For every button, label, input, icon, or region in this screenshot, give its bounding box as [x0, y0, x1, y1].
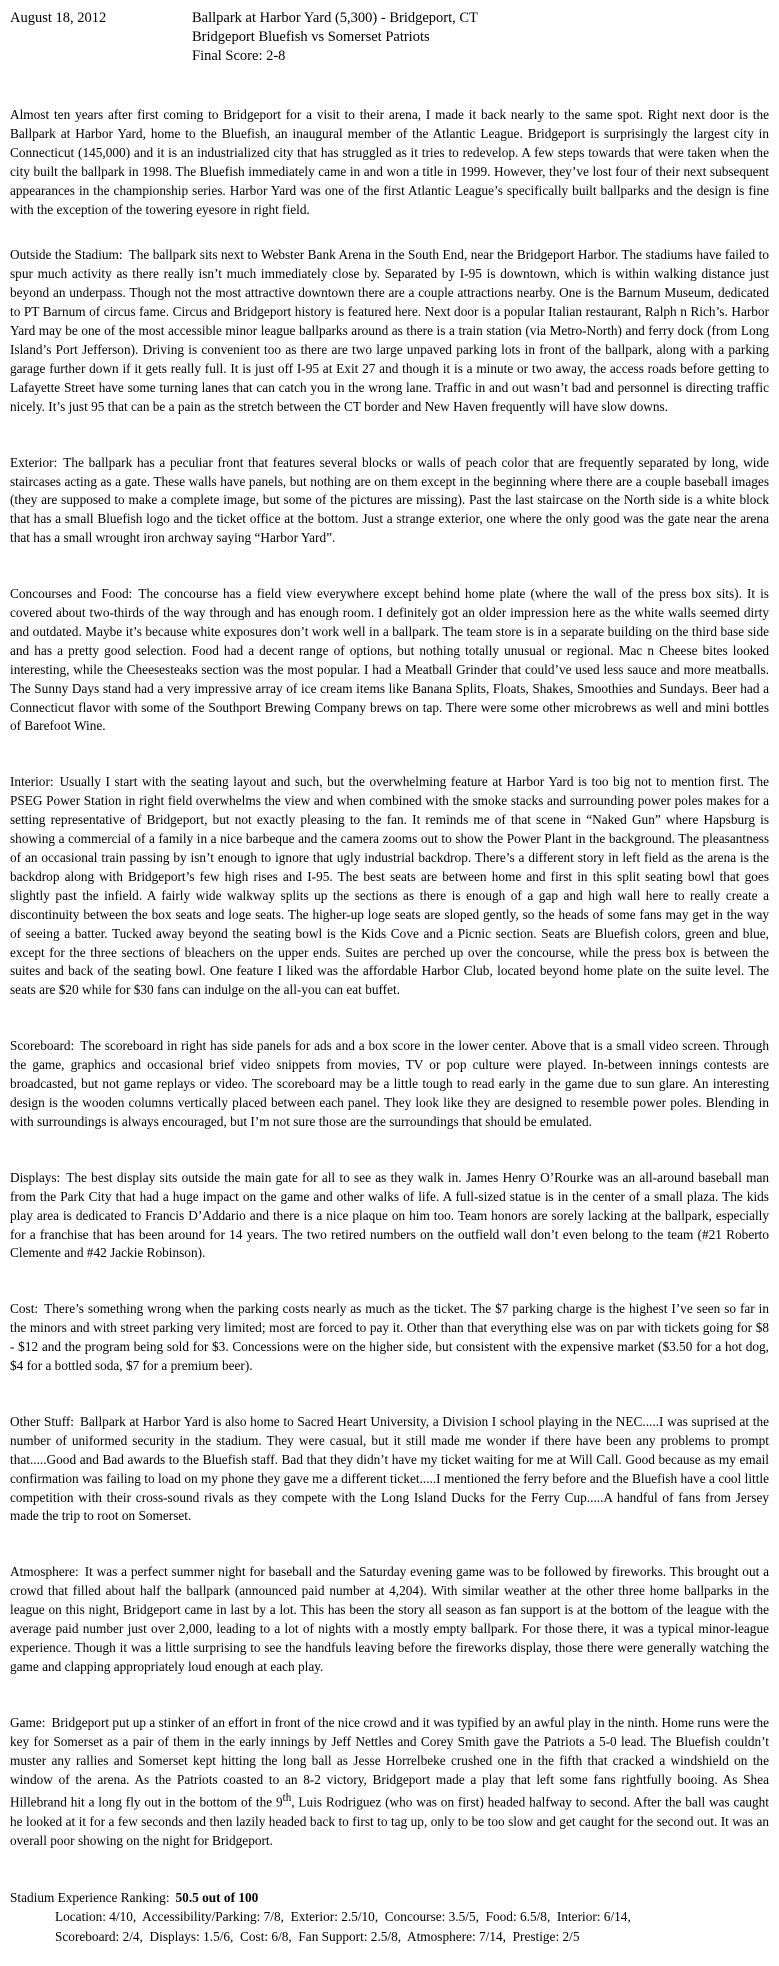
section-text-interior: Usually I start with the seating layout and such, but the overwhelming feature at Harbor Yard is too big not to mention first. The PSEG Power Station in right field overwhelms the view and when combined with the smoke stacks and surrounding power poles makes for a setting representative of Bridgeport, but not exactly pleasing to the fan. It reminds me of that scene in “Naked Gun” where Hapsburg is showing a commercial of a family in a nice barbeque and the camera zooms out to show the Power Plant in the background. The pleasantness of an occasional train passing by isn’t enough to ignore that ugly industrial backdrop. There’s a different story in left field as the arena is the backdrop along with Bridgeport’s few high rises and I-95. The best seats are between home and first in this split seating bowl that goes slightly past the infield. A fairly wide walkway splits up the sections as there is enough of a gap and high wall here to really create a discontinuity between the box seats and loge seats. The higher-up loge seats are sloped gently, so the heads of some fans may get in the way of seeing a batter. Tucked away beyond the seating bowl is the Kids Cove and a Picnic section. Seats are Bluefish colors, green and blue, except for the three sections of bleachers on the upper ends. Suites are perched up over the concourse, while the press box is between the suites and back of the seating bowl. One feature I liked was the affordable Harbor Club, located beyond home plate on the suite level. The seats are $20 while for $30 fans can indulge on the all-you can eat buffet.	[10, 774, 769, 998]
section-text-other-stuff: Ballpark at Harbor Yard is also home to Sacred Heart University, a Division I school playing in the NEC.....I was suprised at the number of uniformed security in the stadium. They were casual, but it still made me wonder if there have been any problems to prompt that.....Good and Bad awards to the Bluefish staff. Bad that they didn’t have my ticket waiting for me at Will Call. Good because as my email confirmation was failing to load on my phone they gave me a different ticket.....I mentioned the ferry before and the Bluefish have a cool little competition with their cross-sound rivals as they compete with the Long Island Ducks for the Ferry Cup.....A handful of fans from Jersey made the trip to root on Somerset.	[10, 1413, 769, 1524]
stadium-experience-ranking	[10, 1888, 769, 1947]
section-label-interior: Interior:	[10, 774, 54, 790]
ranking-title-line	[10, 1888, 769, 1908]
document-header	[10, 9, 769, 66]
section-exterior	[10, 454, 769, 549]
title-block	[192, 9, 478, 66]
section-label-outside-stadium: Outside the Stadium:	[10, 247, 123, 263]
section-atmosphere	[10, 1563, 769, 1676]
ranking-score: 50.5 out of 100	[175, 1889, 259, 1905]
section-cost	[10, 1300, 769, 1376]
ranking-label: Stadium Experience Ranking:	[10, 1889, 170, 1905]
section-scoreboard	[10, 1037, 769, 1132]
section-label-cost: Cost:	[10, 1301, 39, 1317]
section-text-scoreboard: The scoreboard in right has side panels for ads and a box score in the lower center. Above that is a small video screen. Through the game, graphics and occasional brief video snippets from movies, TV or pop culture were played. In-between innings contests are broadcasted, but not game replays or video. The scoreboard may be a little tough to read early in the game due to sun glare. An interesting design is the wooden columns vertically placed between each panel. They look like they are designed to resemble power poles. Blending in with surroundings is always encouraged, but I’m not sure those are the surroundings that should be emulated.	[10, 1038, 769, 1129]
section-text-concourses-food: The concourse has a field view everywhere except behind home plate (where the wall of the press box sits). It is covered about two-thirds of the way through and has enough room. I definitely got an older impression here as the white walls seemed dirty and outdated. Maybe it’s because white exposures don’t work well in a ballpark. The team store is in a separate building on the third base side and has a pretty good selection. Food had a decent range of options, but nothing totally unusual or regional. Mac n Cheese bites looked interesting, while the Cheesesteaks section was the most popular. I had a Meatball Grinder that could’ve used less sauce and more meatballs. The Sunny Days stand had a very impressive array of ice cream items like Banana Splits, Floats, Shakes, Smoothies and Sundays. Beer had a Connecticut flavor with some of the Southport Brewing Company brews on tap. There were some other microbrews as well and mini bottles of Barefoot Wine.	[10, 586, 769, 734]
section-interior	[10, 773, 769, 1000]
section-concourses-food	[10, 585, 769, 736]
section-text-cost: There’s something wrong when the parking costs nearly as much as the ticket. The $7 parking charge is the highest I’ve seen so far in the minors and with street parking very limited; most are forced to pay it. Other than that everything else was on par with tickets going for $8 - $12 and the program being sold for $3. Concessions were on the higher side, but consistent with the expensive market ($3.50 for a hot dog, $4 for a bottled soda, $7 for a premium beer).	[10, 1301, 769, 1374]
intro-paragraph	[10, 106, 769, 219]
intro-text: Almost ten years after first coming to Bridgeport for a visit to their arena, I made it back nearly to the same spot. Right next door is the Ballpark at Harbor Yard, home to the Bluefish, an inaugural member of the Atlantic League. Bridgeport is surprisingly the largest city in Connecticut (145,000) and it is an industrialized city that has struggled as it tries to redevelop. A few steps towards that were taken when the city built the ballpark in 1998. The Bluefish immediately came in and won a title in 1999. However, they’ve lost four of their next subsequent appearances in the championship series. Harbor Yard was one of the first Atlantic League’s specifically built ballparks and the design is fine with the exception of the towering eyesore in right field.	[10, 107, 769, 217]
section-text-exterior: The ballpark has a peculiar front that features several blocks or walls of peach color that are frequently separated by long, wide staircases acting as a gate. These walls have panels, but nothing are on them except in the beginning where there are a couple baseball images (they are supposed to make a complete image, but some of the pictures are missing). Past the last staircase on the North side is a white block that has a small Bluefish logo and the ticket office at the bottom. Just a strange exterior, one where the only good was the gate near the arena that has a small wrought iron archway saying “Harbor Yard”.	[10, 454, 769, 546]
section-label-displays: Displays:	[10, 1169, 61, 1185]
game-date: August 18, 2012	[10, 10, 107, 26]
section-text-atmosphere: It was a perfect summer night for baseball and the Saturday evening game was to be followed by fireworks. This brought out a crowd that filled about half the ballpark (announced paid number at 4,204). With similar weather at the other three home ballparks in the league on this night, Bridgeport came in last by a lot. This has been the story all season as fan support is at the bottom of the league with the average paid number just over 2,000, leading to a lot of nights with a mostly empty ballpark. For those there, it was a typical minor-league experience. Though it was a little surprising to see the handfuls leaving before the fireworks display, those there were generally watching the game and clapping appropriately loud enough at each play.	[10, 1564, 769, 1674]
section-other-stuff	[10, 1413, 769, 1526]
matchup-line: Bridgeport Bluefish vs Somerset Patriots	[192, 29, 430, 45]
section-label-scoreboard: Scoreboard:	[10, 1038, 75, 1054]
section-label-game: Game:	[10, 1714, 46, 1730]
section-text-game-before: Bridgeport put up a stinker of an effort in front of the nice crowd and it was typified by an awful play in the ninth. Home runs were the key for Somerset as a pair of them in the early innings by Jeff Nettles and Corey Smith gave the Patriots a 5-0 lead. The Bluefish couldn’t muster any rallies and Somerset kept hitting the long ball as Jesse Horrelbeke crushed one in the fifth that cracked a windshield on the window of the arena. As the Patriots coasted to an 8-2 victory, Bridgeport made a play that left some fans rightfully booing. As Shea Hillebrand hit a long fly out in the bottom of the 9	[10, 1714, 769, 1810]
venue-title: Ballpark at Harbor Yard (5,300) - Bridgeport, CT	[192, 10, 478, 26]
ranking-breakdown-line-1: Location: 4/10, Accessibility/Parking: 7/8, Exterior: 2.5/10, Concourse: 3.5/5, Food: 6.5/8, Interior: 6/14,	[55, 1909, 631, 1925]
section-label-concourses-food: Concourses and Food:	[10, 586, 133, 602]
section-label-other-stuff: Other Stuff:	[10, 1413, 75, 1429]
section-text-outside-stadium: The ballpark sits next to Webster Bank Arena in the South End, near the Bridgeport Harbor. The stadiums have failed to spur much activity as there really isn’t much immediately close by. Separated by I-95 is downtown, which is within walking distance just beyond an underpass. Though not the most attractive downtown there are a couple attractions nearby. One is the Barnum Museum, dedicated to PT Barnum of circus fame. Circus and Bridgeport history is featured here. Next door is a popular Italian restaurant, Ralph n Rich’s. Harbor Yard may be one of the most accessible minor league ballparks around as there is a train station (via Metro-North) and ferry dock (from Long Island’s Port Jefferson). Driving is convenient too as there are two large unpaved parking lots in front of the ballpark, along with a parking garage further down if it gets really full. It is just off I-95 at Exit 27 and though it is a minute or two away, the access roads before getting to Lafayette Street have some turning lanes that can catch you in the wrong lane. Traffic in and out wasn’t bad and personnel is directing traffic nicely. It’s just 95 that can be a pain as the stretch between the CT border and New Haven frequently will have slow downs.	[10, 247, 769, 414]
section-outside-stadium	[10, 246, 769, 416]
ordinal-superscript: th	[282, 1792, 292, 1805]
section-text-game-after: , Luis Rodriguez (who was on first) headed halfway to second. After the ball was caught he looked at it for a few seconds and then lazily headed back to first to tag up, only to be too slow and get caught for the second out. It was an overall poor showing on the night for Bridgeport.	[10, 1794, 769, 1848]
section-label-atmosphere: Atmosphere:	[10, 1564, 79, 1580]
ranking-breakdown-line-2: Scoreboard: 2/4, Displays: 1.5/6, Cost: 6/8, Fan Support: 2.5/8, Atmosphere: 7/14, Prestige: 2/5	[55, 1928, 580, 1944]
section-label-exterior: Exterior:	[10, 454, 58, 470]
section-displays	[10, 1169, 769, 1264]
section-game	[10, 1714, 769, 1851]
section-text-displays: The best display sits outside the main gate for all to see as they walk in. James Henry O’Rourke was an all-around baseball man from the Park City that had a huge impact on the game and other walks of life. A full-sized statue is in the center of a small plaza. The kids play area is dedicated to Francis D’Addario and there is a nice plaque on him too. Team honors are sorely lacking at the ballpark, especially for a franchise that has been around for 14 years. The two retired numbers on the outfield wall don’t even belong to the team (#21 Roberto Clemente and #42 Jackie Robinson).	[10, 1169, 769, 1261]
final-score-line: Final Score: 2-8	[192, 48, 286, 64]
